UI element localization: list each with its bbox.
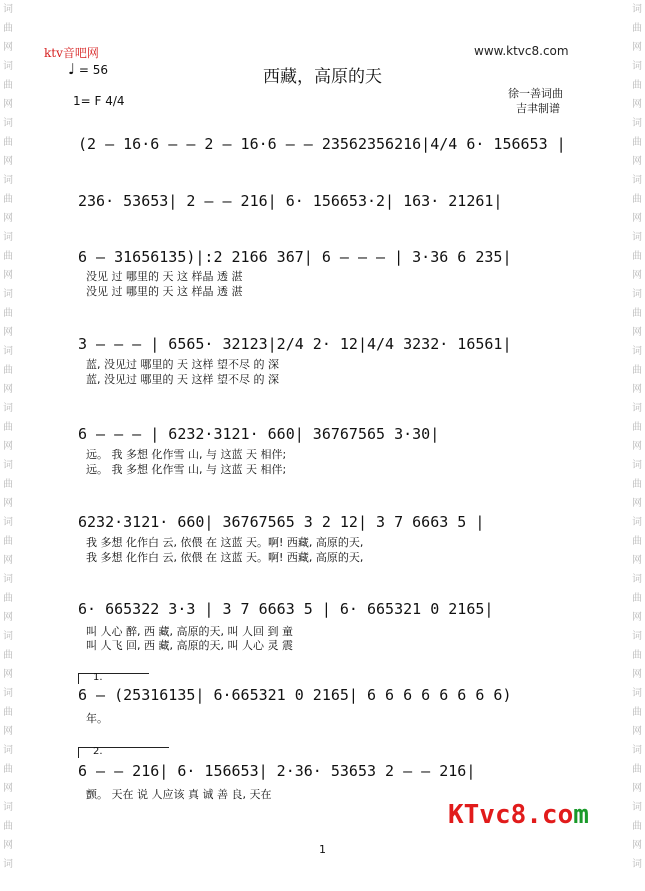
bottom-logo-text: KTvc8.co xyxy=(448,800,574,830)
watermark-char: 词 xyxy=(632,859,642,870)
watermark-char: 曲 xyxy=(632,308,642,319)
watermark-char: 曲 xyxy=(3,593,13,604)
watermark-char: 网 xyxy=(632,840,642,851)
tempo-value: = 56 xyxy=(78,63,109,77)
watermark-left xyxy=(0,0,16,891)
watermark-char: 网 xyxy=(632,156,642,167)
watermark-char: 词 xyxy=(632,517,642,528)
watermark-char: 网 xyxy=(3,555,13,566)
watermark-char: 网 xyxy=(3,498,13,509)
watermark-char: 网 xyxy=(3,270,13,281)
watermark-char: 网 xyxy=(3,384,13,395)
watermark-char: 曲 xyxy=(632,821,642,832)
watermark-char: 网 xyxy=(632,99,642,110)
lyric-line: 蓝, 没见过 哪里的 天 这样 望不尽 的 深 xyxy=(86,373,279,386)
watermark-char: 词 xyxy=(3,175,13,186)
watermark-char: 词 xyxy=(3,289,13,300)
meter-value: 4/4 xyxy=(105,94,125,108)
lyricist-composer: 徐一善词曲 xyxy=(508,87,563,100)
score-line: 6 – – 216| 6· 156653| 2·36· 53653 2 – – 216| xyxy=(78,762,476,780)
watermark-char: 词 xyxy=(3,4,13,15)
watermark-char: 网 xyxy=(632,270,642,281)
score-line: 6· 665322 3·3 | 3 7 6663 5 | 6· 665321 0 2165| xyxy=(78,600,494,618)
lyric-line: 没见 过 哪里的 天 这 样晶 透 湛 xyxy=(86,285,243,298)
watermark-char: 词 xyxy=(632,574,642,585)
lyric-line: 年。 xyxy=(86,712,108,725)
watermark-char: 词 xyxy=(3,346,13,357)
watermark-char: 曲 xyxy=(632,536,642,547)
watermark-char: 曲 xyxy=(632,365,642,376)
watermark-char: 曲 xyxy=(632,80,642,91)
bottom-logo xyxy=(448,800,589,830)
watermark-char: 网 xyxy=(632,384,642,395)
score-line: 236· 53653| 2 – – 216| 6· 156653·2| 163· 21261| xyxy=(78,192,503,210)
watermark-char: 词 xyxy=(3,61,13,72)
tempo-mark xyxy=(68,60,108,78)
lyric-line: 我 多想 化作白 云, 依偎 在 这蓝 天。啊! 西藏, 高原的天, xyxy=(86,536,364,549)
watermark-char: 词 xyxy=(632,118,642,129)
bottom-logo-text-end: m xyxy=(573,800,589,830)
watermark-char: 曲 xyxy=(3,707,13,718)
lyric-line: 远。 我 多想 化作雪 山, 与 这蓝 天 相伴; xyxy=(86,448,287,461)
watermark-char: 网 xyxy=(3,213,13,224)
score-line: 6 – 31656135)|:2 2166 367| 6 – – – | 3·36 6 235| xyxy=(78,248,512,266)
lyric-line: 叫 人飞 回, 西 藏, 高原的天, 叫 人心 灵 震 xyxy=(86,639,293,652)
key-signature xyxy=(73,94,125,108)
watermark-char: 曲 xyxy=(3,251,13,262)
watermark-char: 网 xyxy=(632,498,642,509)
watermark-char: 曲 xyxy=(3,764,13,775)
watermark-char: 词 xyxy=(632,346,642,357)
watermark-char: 曲 xyxy=(3,308,13,319)
score-line: 3 – – – | 6565· 32123|2/4 2· 12|4/4 3232· 16561| xyxy=(78,335,512,353)
watermark-char: 网 xyxy=(3,612,13,623)
watermark-char: 曲 xyxy=(632,764,642,775)
watermark-char: 词 xyxy=(632,61,642,72)
watermark-char: 曲 xyxy=(3,137,13,148)
watermark-char: 网 xyxy=(3,42,13,53)
watermark-char: 词 xyxy=(3,631,13,642)
watermark-char: 词 xyxy=(3,232,13,243)
watermark-char: 网 xyxy=(3,840,13,851)
watermark-char: 网 xyxy=(632,327,642,338)
watermark-char: 词 xyxy=(632,403,642,414)
watermark-char: 词 xyxy=(632,175,642,186)
watermark-char: 词 xyxy=(632,289,642,300)
watermark-char: 词 xyxy=(3,688,13,699)
score-line: (2 – 16·6 – – 2 – 16·6 – – 23562356216|4/4 6· 156653 | xyxy=(78,135,566,153)
watermark-char: 曲 xyxy=(632,194,642,205)
watermark-char: 词 xyxy=(632,4,642,15)
watermark-char: 网 xyxy=(3,669,13,680)
lyric-line: 叫 人心 醉, 西 藏, 高原的天, 叫 人回 到 童 xyxy=(86,625,293,638)
watermark-char: 网 xyxy=(632,726,642,737)
lyric-line: 远。 我 多想 化作雪 山, 与 这蓝 天 相伴; xyxy=(86,463,287,476)
watermark-char: 网 xyxy=(632,783,642,794)
watermark-char: 网 xyxy=(632,441,642,452)
watermark-char: 网 xyxy=(3,99,13,110)
watermark-char: 词 xyxy=(3,403,13,414)
watermark-char: 曲 xyxy=(632,707,642,718)
watermark-char: 网 xyxy=(3,156,13,167)
watermark-char: 词 xyxy=(3,745,13,756)
watermark-char: 网 xyxy=(632,213,642,224)
watermark-char: 曲 xyxy=(632,251,642,262)
watermark-char: 曲 xyxy=(632,593,642,604)
watermark-char: 词 xyxy=(632,232,642,243)
lyric-line: 没见 过 哪里的 天 这 样晶 透 湛 xyxy=(86,270,243,283)
watermark-right xyxy=(629,0,645,891)
watermark-char: 网 xyxy=(3,726,13,737)
score-line: 6 – – – | 6232·3121· 660| 36767565 3·30| xyxy=(78,425,440,443)
watermark-char: 网 xyxy=(3,783,13,794)
watermark-char: 网 xyxy=(632,669,642,680)
watermark-char: 曲 xyxy=(3,365,13,376)
watermark-char: 词 xyxy=(3,460,13,471)
score-line: 6 – (25316135| 6·665321 0 2165| 6 6 6 6 6 6 6 6) xyxy=(78,686,512,704)
watermark-char: 网 xyxy=(3,441,13,452)
watermark-char: 词 xyxy=(3,574,13,585)
quarter-note-icon: ♩ xyxy=(68,60,76,78)
watermark-char: 曲 xyxy=(632,650,642,661)
volta-label: 1. xyxy=(93,672,103,683)
watermark-char: 词 xyxy=(3,517,13,528)
watermark-char: 曲 xyxy=(3,821,13,832)
volta-bracket-1 xyxy=(78,673,149,684)
watermark-char: 词 xyxy=(632,802,642,813)
score-line: 6232·3121· 660| 36767565 3 2 12| 3 7 6663 5 | xyxy=(78,513,485,531)
watermark-char: 曲 xyxy=(632,137,642,148)
song-title: 西藏，高原的天 xyxy=(263,67,382,87)
volta-bracket-2 xyxy=(78,747,169,758)
watermark-char: 曲 xyxy=(3,23,13,34)
watermark-char: 曲 xyxy=(3,650,13,661)
site-url[interactable]: www.ktvc8.com xyxy=(474,44,569,58)
page-number: 1 xyxy=(319,843,326,856)
key-value: 1= F xyxy=(73,94,102,108)
watermark-char: 词 xyxy=(632,688,642,699)
watermark-char: 曲 xyxy=(3,194,13,205)
watermark-char: 曲 xyxy=(632,422,642,433)
watermark-char: 曲 xyxy=(3,80,13,91)
watermark-char: 词 xyxy=(3,859,13,870)
volta-label: 2. xyxy=(93,746,103,757)
watermark-char: 曲 xyxy=(3,536,13,547)
lyric-line: 我 多想 化作白 云, 依偎 在 这蓝 天。啊! 西藏, 高原的天, xyxy=(86,551,364,564)
lyric-line: 颤。 天在 说 人应该 真 诚 善 良, 天在 xyxy=(86,788,272,801)
watermark-char: 网 xyxy=(632,42,642,53)
arranger: 吉聿制谱 xyxy=(516,102,560,115)
credits xyxy=(508,86,563,116)
watermark-char: 曲 xyxy=(3,422,13,433)
lyric-line: 蓝, 没见过 哪里的 天 这样 望不尽 的 深 xyxy=(86,358,279,371)
watermark-char: 曲 xyxy=(632,23,642,34)
site-logo[interactable]: ktv音吧网 xyxy=(44,46,99,60)
watermark-char: 网 xyxy=(632,555,642,566)
watermark-char: 词 xyxy=(632,745,642,756)
watermark-char: 词 xyxy=(632,631,642,642)
watermark-char: 曲 xyxy=(3,479,13,490)
watermark-char: 词 xyxy=(3,802,13,813)
watermark-char: 曲 xyxy=(632,479,642,490)
watermark-char: 词 xyxy=(632,460,642,471)
watermark-char: 网 xyxy=(632,612,642,623)
watermark-char: 词 xyxy=(3,118,13,129)
watermark-char: 网 xyxy=(3,327,13,338)
